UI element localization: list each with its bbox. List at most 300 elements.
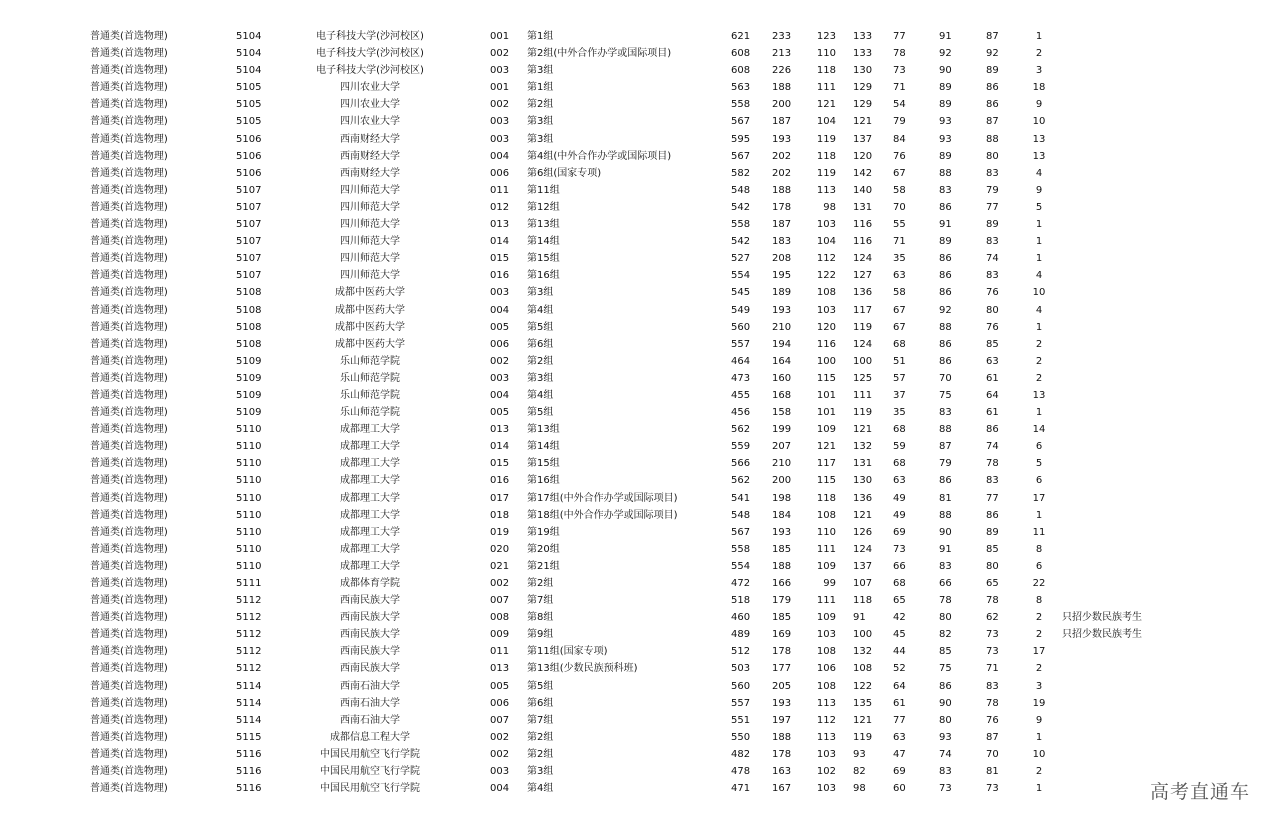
score-col-1-cell: 193: [772, 697, 792, 709]
score-col-5-cell: 93: [939, 116, 952, 128]
school-name-cell: 成都中医药大学: [335, 287, 405, 299]
score-col-6-cell: 79: [986, 184, 999, 196]
count-cell: 17: [1032, 492, 1046, 504]
score-col-3-cell: 93: [853, 748, 866, 760]
school-name-cell: 西南财经大学: [340, 167, 400, 179]
school-name-cell: 成都理工大学: [340, 543, 400, 555]
score-col-2-cell: 109: [816, 560, 836, 572]
score-col-5-cell: 83: [939, 766, 952, 778]
school-code-cell: 5109: [236, 389, 262, 401]
total-score-cell: 464: [731, 355, 751, 367]
count-cell: 10: [1032, 287, 1046, 299]
score-col-4-cell: 60: [893, 783, 906, 795]
score-col-3-cell: 129: [853, 82, 873, 94]
school-name-cell: 西南财经大学: [340, 150, 400, 162]
category-cell: 普通类(首选物理): [90, 578, 168, 589]
score-col-3-cell: 121: [853, 424, 873, 436]
score-col-1-cell: 197: [772, 714, 792, 726]
school-code-cell: 5107: [236, 219, 262, 231]
school-code-cell: 5112: [236, 595, 262, 607]
category-cell: 普通类(首选物理): [90, 31, 168, 42]
count-cell: 19: [1032, 697, 1046, 709]
score-col-4-cell: 57: [893, 372, 906, 384]
school-name-cell: 成都理工大学: [340, 441, 400, 453]
score-col-3-cell: 135: [853, 697, 873, 709]
total-score-cell: 582: [731, 167, 751, 179]
score-col-6-cell: 86: [986, 82, 999, 94]
group-code-cell: 005: [490, 680, 510, 692]
group-code-cell: 002: [490, 731, 510, 743]
count-cell: 4: [1035, 304, 1043, 316]
group-name-cell: 第4组(中外合作办学或国际项目): [527, 150, 672, 162]
score-col-2-cell: 120: [816, 321, 836, 333]
group-code-cell: 014: [490, 441, 510, 453]
count-cell: 1: [1035, 731, 1043, 743]
table-row: [0, 421, 1280, 438]
school-name-cell: 乐山师范学院: [340, 355, 400, 367]
table-row: [0, 387, 1280, 404]
score-col-6-cell: 86: [986, 509, 999, 521]
category-cell: 普通类(首选物理): [90, 458, 168, 470]
count-cell: 8: [1035, 595, 1043, 607]
group-code-cell: 017: [490, 492, 510, 504]
score-col-2-cell: 108: [816, 680, 836, 692]
group-code-cell: 007: [490, 714, 510, 726]
category-cell: 普通类(首选物理): [90, 219, 168, 231]
table-row: [0, 96, 1280, 113]
table-row: [0, 746, 1280, 763]
score-col-3-cell: 129: [853, 99, 873, 111]
table-row: [0, 438, 1280, 455]
group-name-cell: 第16组: [527, 475, 560, 487]
score-col-6-cell: 77: [986, 201, 999, 213]
school-code-cell: 5107: [236, 270, 262, 282]
school-code-cell: 5110: [236, 475, 262, 487]
score-col-4-cell: 71: [893, 82, 906, 94]
school-code-cell: 5104: [236, 65, 262, 77]
score-col-5-cell: 93: [939, 731, 952, 743]
count-cell: 9: [1035, 714, 1043, 726]
group-name-cell: 第2组: [527, 731, 554, 743]
school-code-cell: 5109: [236, 355, 262, 367]
school-code-cell: 5107: [236, 201, 262, 213]
group-name-cell: 第3组: [527, 372, 554, 384]
category-cell: 普通类(首选物理): [90, 475, 168, 487]
score-col-1-cell: 200: [772, 475, 792, 487]
score-col-3-cell: 91: [853, 612, 866, 624]
category-cell: 普通类(首选物理): [90, 766, 168, 778]
category-cell: 普通类(首选物理): [90, 270, 168, 282]
score-col-4-cell: 63: [893, 475, 906, 487]
table-row: [0, 404, 1280, 421]
group-name-cell: 第3组: [527, 133, 554, 145]
school-code-cell: 5111: [236, 578, 262, 589]
school-name-cell: 成都理工大学: [340, 560, 400, 572]
score-col-1-cell: 193: [772, 133, 792, 145]
school-code-cell: 5114: [236, 680, 262, 692]
score-col-6-cell: 85: [986, 338, 999, 350]
category-cell: 普通类(首选物理): [90, 646, 168, 658]
score-col-2-cell: 100: [816, 355, 836, 367]
score-col-2-cell: 101: [816, 389, 836, 401]
score-col-4-cell: 70: [893, 201, 906, 213]
table-row: [0, 28, 1280, 45]
group-name-cell: 第15组: [527, 458, 560, 470]
group-code-cell: 007: [490, 595, 510, 607]
score-col-3-cell: 133: [853, 48, 873, 60]
score-col-6-cell: 76: [986, 287, 999, 299]
total-score-cell: 549: [731, 304, 751, 316]
total-score-cell: 554: [731, 560, 751, 572]
score-col-4-cell: 68: [893, 424, 906, 436]
school-code-cell: 5114: [236, 697, 262, 709]
score-col-5-cell: 83: [939, 184, 952, 196]
score-col-1-cell: 167: [772, 783, 792, 795]
score-col-2-cell: 118: [816, 492, 836, 504]
score-col-4-cell: 47: [893, 748, 906, 760]
score-col-5-cell: 91: [939, 219, 952, 231]
score-col-5-cell: 86: [939, 253, 952, 265]
score-col-4-cell: 61: [893, 697, 906, 709]
score-col-6-cell: 87: [986, 731, 999, 743]
score-col-2-cell: 102: [816, 766, 836, 778]
group-code-cell: 003: [490, 372, 510, 384]
table-row: [0, 643, 1280, 660]
score-col-3-cell: 117: [853, 304, 873, 316]
category-cell: 普通类(首选物理): [90, 714, 168, 726]
group-code-cell: 019: [490, 526, 510, 538]
count-cell: 13: [1032, 389, 1046, 401]
score-col-5-cell: 89: [939, 150, 952, 162]
group-name-cell: 第12组: [527, 201, 560, 213]
score-col-4-cell: 42: [893, 612, 906, 624]
score-col-3-cell: 124: [853, 543, 873, 555]
school-code-cell: 5110: [236, 492, 262, 504]
table-row: [0, 165, 1280, 182]
school-name-cell: 西南民族大学: [340, 595, 400, 607]
total-score-cell: 595: [731, 133, 751, 145]
score-col-3-cell: 121: [853, 509, 873, 521]
score-col-2-cell: 109: [816, 424, 836, 436]
score-col-2-cell: 104: [816, 236, 836, 248]
score-col-1-cell: 207: [772, 441, 792, 453]
school-name-cell: 中国民用航空飞行学院: [320, 783, 420, 795]
score-col-2-cell: 108: [816, 509, 836, 521]
score-col-6-cell: 78: [986, 595, 999, 607]
score-col-2-cell: 116: [816, 338, 836, 350]
group-name-cell: 第9组: [527, 629, 554, 641]
score-col-3-cell: 136: [853, 492, 873, 504]
score-col-6-cell: 76: [986, 714, 999, 726]
count-cell: 6: [1035, 475, 1043, 487]
score-col-3-cell: 130: [853, 475, 873, 487]
score-col-4-cell: 59: [893, 441, 906, 453]
school-code-cell: 5115: [236, 731, 262, 743]
table-row: [0, 729, 1280, 746]
score-col-2-cell: 110: [816, 48, 836, 60]
score-col-2-cell: 103: [816, 304, 836, 316]
count-cell: 22: [1032, 578, 1046, 589]
score-col-6-cell: 64: [986, 389, 999, 401]
group-name-cell: 第7组: [527, 595, 554, 607]
score-col-6-cell: 74: [986, 253, 999, 265]
school-code-cell: 5116: [236, 783, 262, 795]
score-col-6-cell: 62: [986, 612, 999, 624]
group-name-cell: 第13组(少数民族预科班): [527, 663, 638, 675]
score-col-6-cell: 81: [986, 766, 999, 778]
school-code-cell: 5110: [236, 560, 262, 572]
score-col-2-cell: 98: [823, 201, 836, 213]
total-score-cell: 512: [731, 646, 751, 658]
score-col-4-cell: 52: [893, 663, 906, 675]
score-col-6-cell: 71: [986, 663, 999, 675]
total-score-cell: 567: [731, 150, 751, 162]
score-col-6-cell: 74: [986, 441, 999, 453]
school-code-cell: 5107: [236, 236, 262, 248]
score-col-2-cell: 113: [816, 184, 836, 196]
score-col-2-cell: 118: [816, 150, 836, 162]
score-col-4-cell: 67: [893, 304, 906, 316]
score-col-6-cell: 61: [986, 407, 999, 419]
score-col-2-cell: 101: [816, 407, 836, 419]
count-cell: 2: [1035, 629, 1043, 641]
total-score-cell: 482: [731, 748, 751, 760]
group-name-cell: 第16组: [527, 270, 560, 282]
count-cell: 3: [1035, 680, 1043, 692]
score-col-4-cell: 63: [893, 270, 906, 282]
score-col-2-cell: 103: [816, 629, 836, 641]
category-cell: 普通类(首选物理): [90, 304, 168, 316]
score-col-4-cell: 49: [893, 509, 906, 521]
score-col-6-cell: 89: [986, 526, 999, 538]
total-score-cell: 503: [731, 663, 751, 675]
score-col-5-cell: 70: [939, 372, 952, 384]
score-col-2-cell: 99: [823, 578, 836, 589]
table-row: [0, 267, 1280, 284]
score-col-5-cell: 86: [939, 287, 952, 299]
score-col-2-cell: 103: [816, 219, 836, 231]
score-col-4-cell: 35: [893, 253, 906, 265]
score-col-6-cell: 63: [986, 355, 999, 367]
score-col-2-cell: 119: [816, 133, 836, 145]
total-score-cell: 566: [731, 458, 751, 470]
score-col-1-cell: 187: [772, 116, 792, 128]
school-name-cell: 成都理工大学: [340, 475, 400, 487]
table-row: [0, 336, 1280, 353]
score-col-4-cell: 54: [893, 99, 906, 111]
table-row: [0, 182, 1280, 199]
score-col-5-cell: 86: [939, 680, 952, 692]
school-code-cell: 5112: [236, 612, 262, 624]
score-col-3-cell: 119: [853, 407, 873, 419]
score-col-5-cell: 90: [939, 65, 952, 77]
school-code-cell: 5110: [236, 543, 262, 555]
count-cell: 18: [1032, 82, 1046, 94]
score-col-1-cell: 187: [772, 219, 792, 231]
note-cell: 只招少数民族考生: [1062, 612, 1142, 624]
count-cell: 6: [1035, 441, 1043, 453]
table-row: [0, 592, 1280, 609]
group-code-cell: 004: [490, 150, 510, 162]
score-col-4-cell: 64: [893, 680, 906, 692]
school-code-cell: 5109: [236, 407, 262, 419]
group-code-cell: 004: [490, 304, 510, 316]
school-name-cell: 四川师范大学: [340, 270, 400, 282]
school-name-cell: 西南民族大学: [340, 612, 400, 624]
score-col-1-cell: 188: [772, 184, 792, 196]
score-col-6-cell: 83: [986, 475, 999, 487]
table-row: [0, 302, 1280, 319]
score-col-5-cell: 89: [939, 82, 952, 94]
table-row: [0, 609, 1280, 626]
score-col-2-cell: 119: [816, 167, 836, 179]
group-code-cell: 003: [490, 133, 510, 145]
school-code-cell: 5105: [236, 99, 262, 111]
total-score-cell: 551: [731, 714, 751, 726]
score-col-3-cell: 116: [853, 219, 873, 231]
total-score-cell: 545: [731, 287, 751, 299]
school-name-cell: 四川农业大学: [340, 82, 400, 94]
table-row: [0, 575, 1280, 592]
total-score-cell: 621: [731, 31, 751, 42]
group-code-cell: 009: [490, 629, 510, 641]
score-col-2-cell: 108: [816, 646, 836, 658]
score-col-4-cell: 67: [893, 167, 906, 179]
school-name-cell: 四川农业大学: [340, 116, 400, 128]
group-name-cell: 第2组: [527, 99, 554, 111]
group-name-cell: 第2组: [527, 355, 554, 367]
category-cell: 普通类(首选物理): [90, 201, 168, 213]
score-col-5-cell: 88: [939, 321, 952, 333]
category-cell: 普通类(首选物理): [90, 663, 168, 675]
score-col-1-cell: 184: [772, 509, 792, 521]
score-col-1-cell: 185: [772, 543, 792, 555]
score-col-1-cell: 166: [772, 578, 792, 589]
score-col-1-cell: 178: [772, 201, 792, 213]
score-col-5-cell: 82: [939, 629, 952, 641]
group-code-cell: 011: [490, 184, 510, 196]
school-code-cell: 5108: [236, 321, 262, 333]
school-code-cell: 5116: [236, 766, 262, 778]
school-name-cell: 成都理工大学: [340, 424, 400, 436]
group-name-cell: 第19组: [527, 526, 560, 538]
group-name-cell: 第13组: [527, 219, 560, 231]
school-name-cell: 西南石油大学: [340, 697, 400, 709]
school-name-cell: 电子科技大学(沙河校区): [316, 31, 424, 42]
total-score-cell: 559: [731, 441, 751, 453]
total-score-cell: 558: [731, 99, 751, 111]
total-score-cell: 558: [731, 219, 751, 231]
count-cell: 1: [1035, 783, 1043, 795]
table-row: [0, 216, 1280, 233]
score-col-4-cell: 58: [893, 287, 906, 299]
group-name-cell: 第17组(中外合作办学或国际项目): [527, 492, 678, 504]
total-score-cell: 608: [731, 48, 751, 60]
score-col-6-cell: 78: [986, 697, 999, 709]
total-score-cell: 560: [731, 680, 751, 692]
school-name-cell: 四川师范大学: [340, 253, 400, 265]
score-col-4-cell: 73: [893, 65, 906, 77]
score-col-1-cell: 188: [772, 82, 792, 94]
score-col-3-cell: 131: [853, 201, 873, 213]
score-col-2-cell: 111: [816, 82, 836, 94]
score-col-5-cell: 86: [939, 475, 952, 487]
school-code-cell: 5110: [236, 509, 262, 521]
table-row: [0, 695, 1280, 712]
school-name-cell: 中国民用航空飞行学院: [320, 748, 420, 760]
school-name-cell: 西南石油大学: [340, 714, 400, 726]
score-col-4-cell: 63: [893, 731, 906, 743]
category-cell: 普通类(首选物理): [90, 372, 168, 384]
score-col-4-cell: 71: [893, 236, 906, 248]
score-col-3-cell: 124: [853, 338, 873, 350]
group-code-cell: 014: [490, 236, 510, 248]
score-col-3-cell: 136: [853, 287, 873, 299]
score-col-4-cell: 84: [893, 133, 906, 145]
score-col-3-cell: 116: [853, 236, 873, 248]
category-cell: 普通类(首选物理): [90, 560, 168, 572]
table-row: [0, 455, 1280, 472]
school-name-cell: 中国民用航空飞行学院: [320, 766, 420, 778]
group-name-cell: 第2组: [527, 748, 554, 760]
group-code-cell: 003: [490, 116, 510, 128]
group-name-cell: 第21组: [527, 560, 560, 572]
count-cell: 2: [1035, 612, 1043, 624]
score-col-6-cell: 80: [986, 304, 999, 316]
total-score-cell: 567: [731, 526, 751, 538]
group-code-cell: 011: [490, 646, 510, 658]
category-cell: 普通类(首选物理): [90, 65, 168, 77]
score-col-4-cell: 76: [893, 150, 906, 162]
table-row: [0, 45, 1280, 62]
total-score-cell: 471: [731, 783, 751, 795]
score-col-3-cell: 111: [853, 389, 873, 401]
score-col-5-cell: 75: [939, 663, 952, 675]
score-col-4-cell: 58: [893, 184, 906, 196]
group-name-cell: 第4组: [527, 389, 554, 401]
category-cell: 普通类(首选物理): [90, 48, 168, 60]
score-col-6-cell: 87: [986, 31, 999, 42]
group-name-cell: 第5组: [527, 321, 554, 333]
score-col-3-cell: 98: [853, 783, 866, 795]
score-col-3-cell: 127: [853, 270, 873, 282]
score-col-1-cell: 163: [772, 766, 792, 778]
group-code-cell: 003: [490, 287, 510, 299]
score-col-5-cell: 91: [939, 31, 952, 42]
school-name-cell: 成都中医药大学: [335, 321, 405, 333]
score-col-5-cell: 86: [939, 355, 952, 367]
score-col-6-cell: 77: [986, 492, 999, 504]
table-row: [0, 250, 1280, 267]
school-name-cell: 西南财经大学: [340, 133, 400, 145]
group-code-cell: 004: [490, 389, 510, 401]
school-code-cell: 5106: [236, 167, 262, 179]
group-name-cell: 第5组: [527, 680, 554, 692]
school-name-cell: 成都信息工程大学: [330, 731, 410, 743]
score-col-1-cell: 179: [772, 595, 792, 607]
score-col-3-cell: 133: [853, 31, 873, 42]
table-row: [0, 284, 1280, 301]
group-name-cell: 第14组: [527, 441, 560, 453]
category-cell: 普通类(首选物理): [90, 697, 168, 709]
score-col-3-cell: 137: [853, 133, 873, 145]
total-score-cell: 562: [731, 424, 751, 436]
total-score-cell: 562: [731, 475, 751, 487]
school-name-cell: 成都理工大学: [340, 458, 400, 470]
score-col-2-cell: 106: [816, 663, 836, 675]
watermark-text: 高考直通车: [1149, 781, 1250, 803]
score-col-6-cell: 65: [986, 578, 999, 589]
